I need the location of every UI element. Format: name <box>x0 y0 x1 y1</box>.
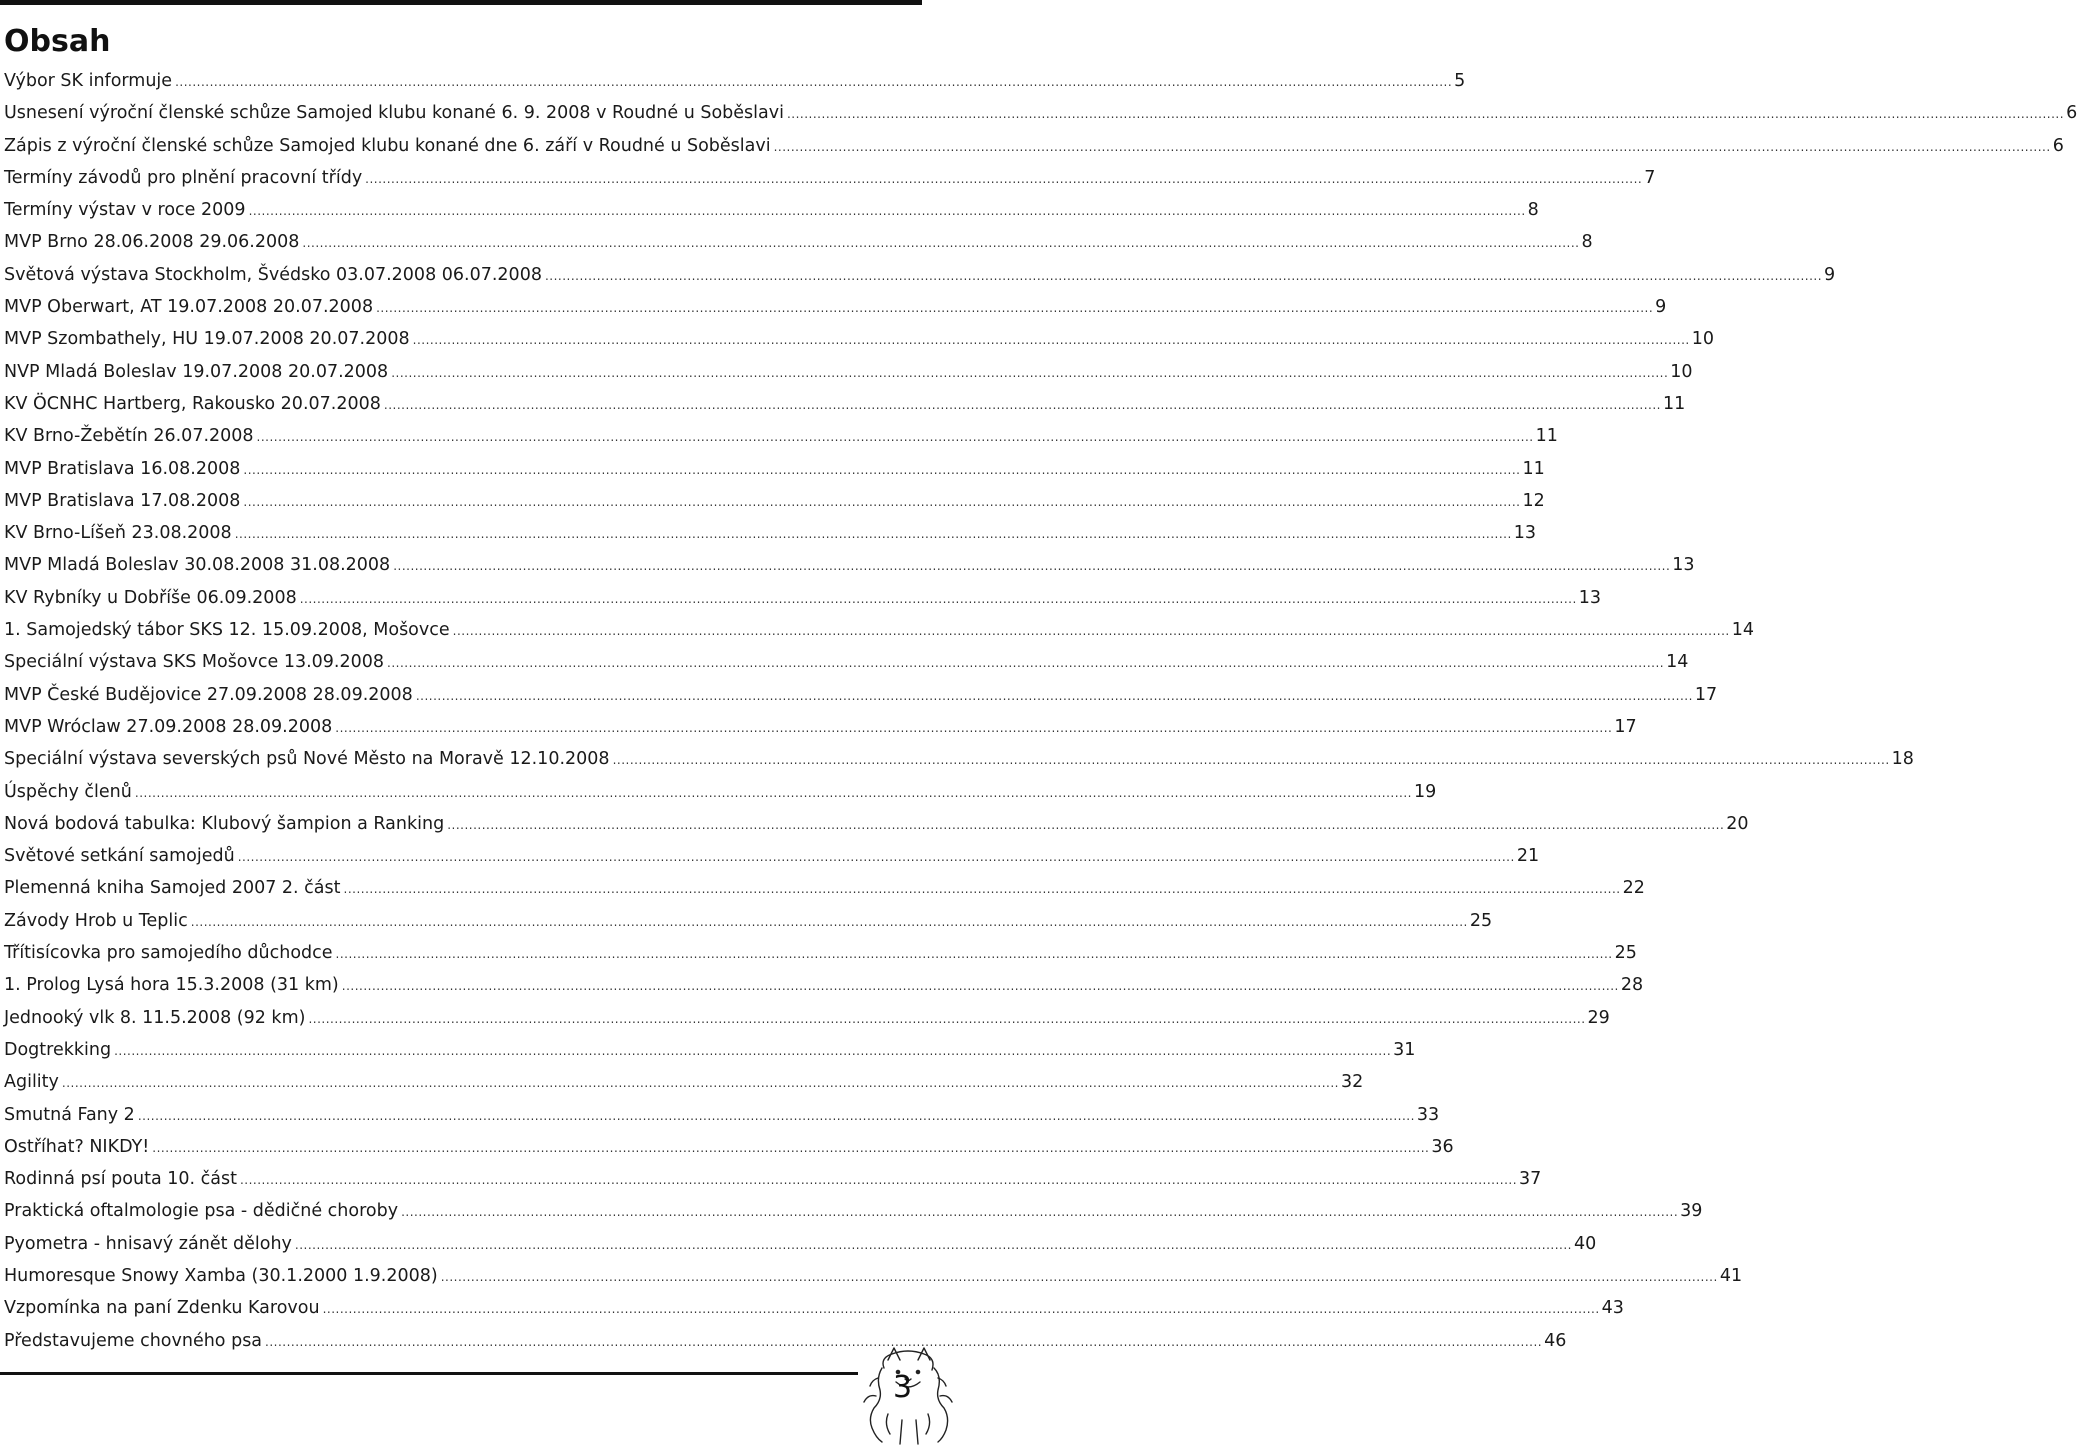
dot-leader <box>235 518 1512 550</box>
dot-leader <box>393 550 1670 582</box>
toc-entry-page: 13 <box>1513 523 1537 544</box>
toc-entry <box>4 194 1539 226</box>
toc-entry-title: Třítisícovka pro samojedího důchodce <box>4 943 333 964</box>
toc-entry-title: Světová výstava Stockholm, Švédsko 03.07.2008 06.07.2008 <box>4 264 542 285</box>
toc-entry-title: Ostříhat? NIKDY! <box>4 1136 150 1157</box>
dot-leader <box>257 421 1534 453</box>
toc-entry-page: 43 <box>1601 1298 1624 1319</box>
toc-entry-title: Dogtrekking <box>4 1039 112 1060</box>
dot-leader <box>138 1100 1415 1132</box>
dot-leader <box>152 1132 1429 1164</box>
toc-entry <box>4 1163 1542 1195</box>
table-of-contents <box>4 65 2077 1357</box>
dot-leader <box>295 1229 1572 1261</box>
toc-entry-page: 32 <box>1340 1072 1364 1093</box>
toc-entry-page: 36 <box>1431 1136 1454 1157</box>
dot-leader <box>774 131 2051 163</box>
dot-leader <box>413 324 1690 356</box>
toc-entry-title: MVP Wróclaw 27.09.2008 28.09.2008 <box>4 716 333 737</box>
dot-leader <box>387 647 1664 679</box>
dot-leader <box>401 1196 1678 1228</box>
toc-entry <box>4 872 1645 904</box>
toc-entry <box>4 743 1914 775</box>
toc-entry-page: 37 <box>1519 1169 1542 1190</box>
toc-entry <box>4 1195 1703 1227</box>
toc-entry <box>4 969 1644 1001</box>
toc-entry <box>4 679 1718 711</box>
toc-entry <box>4 582 1602 614</box>
toc-entry-page: 19 <box>1413 781 1437 802</box>
toc-entry-page: 9 <box>1655 297 1667 318</box>
toc-entry <box>4 937 1637 969</box>
dot-leader <box>240 1164 1517 1196</box>
dot-leader <box>62 1067 1339 1099</box>
toc-entry-title: Jednooký vlk 8. 11.5.2008 (92 km) <box>4 1007 306 1028</box>
toc-entry-title: MVP Brno 28.06.2008 29.06.2008 <box>4 232 300 253</box>
toc-entry-page: 6 <box>2066 103 2077 124</box>
toc-entry-title: KV Brno-Líšeň 23.08.2008 <box>4 523 232 544</box>
toc-entry-title: 1. Prolog Lysá hora 15.3.2008 (31 km) <box>4 975 339 996</box>
toc-entry <box>4 840 1540 872</box>
dot-leader <box>384 389 1661 421</box>
toc-entry <box>4 1034 1416 1066</box>
toc-entry <box>4 259 1836 291</box>
toc-entry-title: Zápis z výroční členské schůze Samojed klubu konané dne 6. září v Roudné u Soběslavi <box>4 135 771 156</box>
dot-leader <box>302 227 1579 259</box>
dot-leader <box>323 1293 1600 1325</box>
toc-entry-title: Plemenná kniha Samojed 2007 2. část <box>4 878 341 899</box>
toc-entry-page: 17 <box>1614 716 1637 737</box>
dot-leader <box>300 583 1577 615</box>
toc-entry-page: 21 <box>1516 846 1540 867</box>
toc-entry-page: 17 <box>1694 684 1718 705</box>
toc-entry-title: Termíny výstav v roce 2009 <box>4 200 246 221</box>
toc-entry <box>4 1325 1567 1357</box>
dot-leader <box>365 163 1642 195</box>
bottom-rule <box>0 1372 858 1375</box>
toc-entry-page: 20 <box>1726 813 1749 834</box>
toc-entry-page: 5 <box>1454 71 1466 91</box>
toc-entry <box>4 1099 1440 1131</box>
toc-entry <box>4 711 1637 743</box>
toc-entry-page: 11 <box>1535 426 1558 447</box>
toc-entry-title: MVP Oberwart, AT 19.07.2008 20.07.2008 <box>4 297 374 318</box>
toc-entry-page: 14 <box>1731 620 1754 641</box>
toc-entry <box>4 388 1686 420</box>
dot-leader <box>249 195 1526 227</box>
toc-entry-page: 41 <box>1719 1265 1743 1286</box>
toc-entry <box>4 130 2064 162</box>
toc-entry-title: 1. Samojedský tábor SKS 12. 15.09.2008, Mošovce <box>4 620 450 641</box>
toc-entry-title: Usnesení výroční členské schůze Samojed klubu konané 6. 9. 2008 v Roudné u Soběslavi <box>4 103 784 124</box>
toc-entry-page: 28 <box>1620 975 1644 996</box>
toc-entry <box>4 65 1466 97</box>
toc-entry-title: Agility <box>4 1072 59 1093</box>
dot-leader <box>243 454 1520 486</box>
toc-entry-page: 10 <box>1691 329 1714 350</box>
toc-entry-title: KV ÖCNHC Hartberg, Rakousko 20.07.2008 <box>4 393 381 414</box>
toc-entry-title: Výbor SK informuje <box>4 71 173 91</box>
dot-leader <box>416 680 1693 712</box>
toc-entry-title: Vzpomínka na paní Zdenku Karovou <box>4 1298 320 1319</box>
toc-entry-page: 8 <box>1581 232 1593 253</box>
toc-entry <box>4 162 1656 194</box>
top-rule <box>0 0 922 5</box>
dot-leader <box>342 970 1619 1002</box>
toc-entry <box>4 905 1493 937</box>
dot-leader <box>344 873 1621 905</box>
toc-entry-title: Rodinná psí pouta 10. část <box>4 1169 237 1190</box>
dot-leader <box>243 486 1520 518</box>
toc-entry-title: KV Brno-Žebětín 26.07.2008 <box>4 426 254 447</box>
page-number: 3 <box>893 1370 913 1405</box>
toc-entry <box>4 517 1537 549</box>
toc-entry <box>4 453 1545 485</box>
dot-leader <box>336 938 1613 970</box>
toc-entry <box>4 1292 1624 1324</box>
toc-entry <box>4 549 1695 581</box>
toc-entry-page: 11 <box>1522 458 1545 479</box>
dot-leader <box>613 744 1890 776</box>
toc-entry <box>4 614 1754 646</box>
toc-entry-title: Představujeme chovného psa <box>4 1330 263 1351</box>
toc-entry <box>4 1066 1364 1098</box>
toc-entry-title: MVP Bratislava 17.08.2008 <box>4 490 241 511</box>
toc-entry-title: NVP Mladá Boleslav 19.07.2008 20.07.2008 <box>4 361 389 382</box>
toc-entry-page: 10 <box>1670 361 1693 382</box>
toc-entry-title: Úspěchy členů <box>4 781 132 802</box>
toc-entry-title: MVP Bratislava 16.08.2008 <box>4 458 241 479</box>
toc-entry-page: 31 <box>1393 1039 1416 1060</box>
toc-entry <box>4 97 2077 129</box>
toc-entry-page: 33 <box>1416 1104 1440 1125</box>
toc-entry-title: Pyometra - hnisavý zánět dělohy <box>4 1233 292 1254</box>
toc-entry-title: Termíny závodů pro plnění pracovní třídy <box>4 167 363 188</box>
dot-leader <box>453 615 1730 647</box>
toc-entry-title: Speciální výstava severských psů Nové Město na Moravě 12.10.2008 <box>4 749 610 770</box>
toc-entry-title: Speciální výstava SKS Mošovce 13.09.2008 <box>4 652 385 673</box>
toc-entry-page: 13 <box>1578 587 1602 608</box>
toc-entry-page: 9 <box>1824 264 1836 285</box>
toc-entry-page: 12 <box>1522 490 1545 511</box>
toc-entry-page: 7 <box>1644 167 1656 188</box>
toc-entry-page: 25 <box>1614 943 1637 964</box>
toc-entry-page: 29 <box>1587 1007 1610 1028</box>
toc-entry-page: 25 <box>1469 910 1493 931</box>
toc-entry-page: 8 <box>1527 200 1539 221</box>
toc-entry <box>4 1131 1454 1163</box>
toc-entry <box>4 776 1437 808</box>
toc-entry-page: 22 <box>1622 878 1645 899</box>
toc-entry-title: MVP Szombathely, HU 19.07.2008 20.07.2008 <box>4 329 410 350</box>
dot-leader <box>135 777 1412 809</box>
toc-entry-page: 13 <box>1672 555 1695 576</box>
dot-leader <box>787 98 2064 130</box>
dot-leader <box>335 712 1612 744</box>
toc-entry-title: KV Rybníky u Dobříše 06.09.2008 <box>4 587 297 608</box>
toc-entry-title: Humoresque Snowy Xamba (30.1.2000 1.9.2008) <box>4 1265 438 1286</box>
dot-leader <box>308 1003 1585 1035</box>
dot-leader <box>376 292 1653 324</box>
toc-entry-title: Závody Hrob u Teplic <box>4 910 188 931</box>
toc-entry-title: MVP České Budějovice 27.09.2008 28.09.2008 <box>4 684 413 705</box>
dot-leader <box>238 841 1515 873</box>
toc-entry-title: Světové setkání samojedů <box>4 846 235 867</box>
toc-entry-page: 18 <box>1891 749 1914 770</box>
toc-entry <box>4 226 1593 258</box>
dot-leader <box>114 1035 1391 1067</box>
toc-entry <box>4 291 1667 323</box>
toc-entry-title: Smutná Fany 2 <box>4 1104 135 1125</box>
toc-entry <box>4 1228 1597 1260</box>
dot-leader <box>441 1261 1718 1293</box>
toc-entry-page: 14 <box>1666 652 1689 673</box>
toc-entry <box>4 323 1714 355</box>
toc-entry <box>4 356 1693 388</box>
toc-entry-title: MVP Mladá Boleslav 30.08.2008 31.08.2008 <box>4 555 391 576</box>
toc-entry-page: 40 <box>1573 1233 1597 1254</box>
toc-entry <box>4 1002 1610 1034</box>
toc-entry-title: Nová bodová tabulka: Klubový šampion a Ranking <box>4 813 445 834</box>
toc-entry-page: 11 <box>1662 393 1686 414</box>
toc-entry-page: 39 <box>1680 1201 1703 1222</box>
toc-entry-page: 6 <box>2052 135 2064 156</box>
toc-entry <box>4 420 1558 452</box>
toc-entry-page: 46 <box>1544 1330 1567 1351</box>
toc-entry <box>4 1260 1743 1292</box>
dot-leader <box>545 260 1822 292</box>
toc-entry <box>4 485 1545 517</box>
dot-leader <box>175 66 1452 98</box>
toc-entry-title: Praktická oftalmologie psa - dědičné choroby <box>4 1201 399 1222</box>
toc-entry <box>4 808 1749 840</box>
page-title: Obsah <box>4 24 111 59</box>
dot-leader <box>447 809 1724 841</box>
dot-leader <box>391 357 1668 389</box>
toc-entry <box>4 646 1689 678</box>
dot-leader <box>191 906 1468 938</box>
